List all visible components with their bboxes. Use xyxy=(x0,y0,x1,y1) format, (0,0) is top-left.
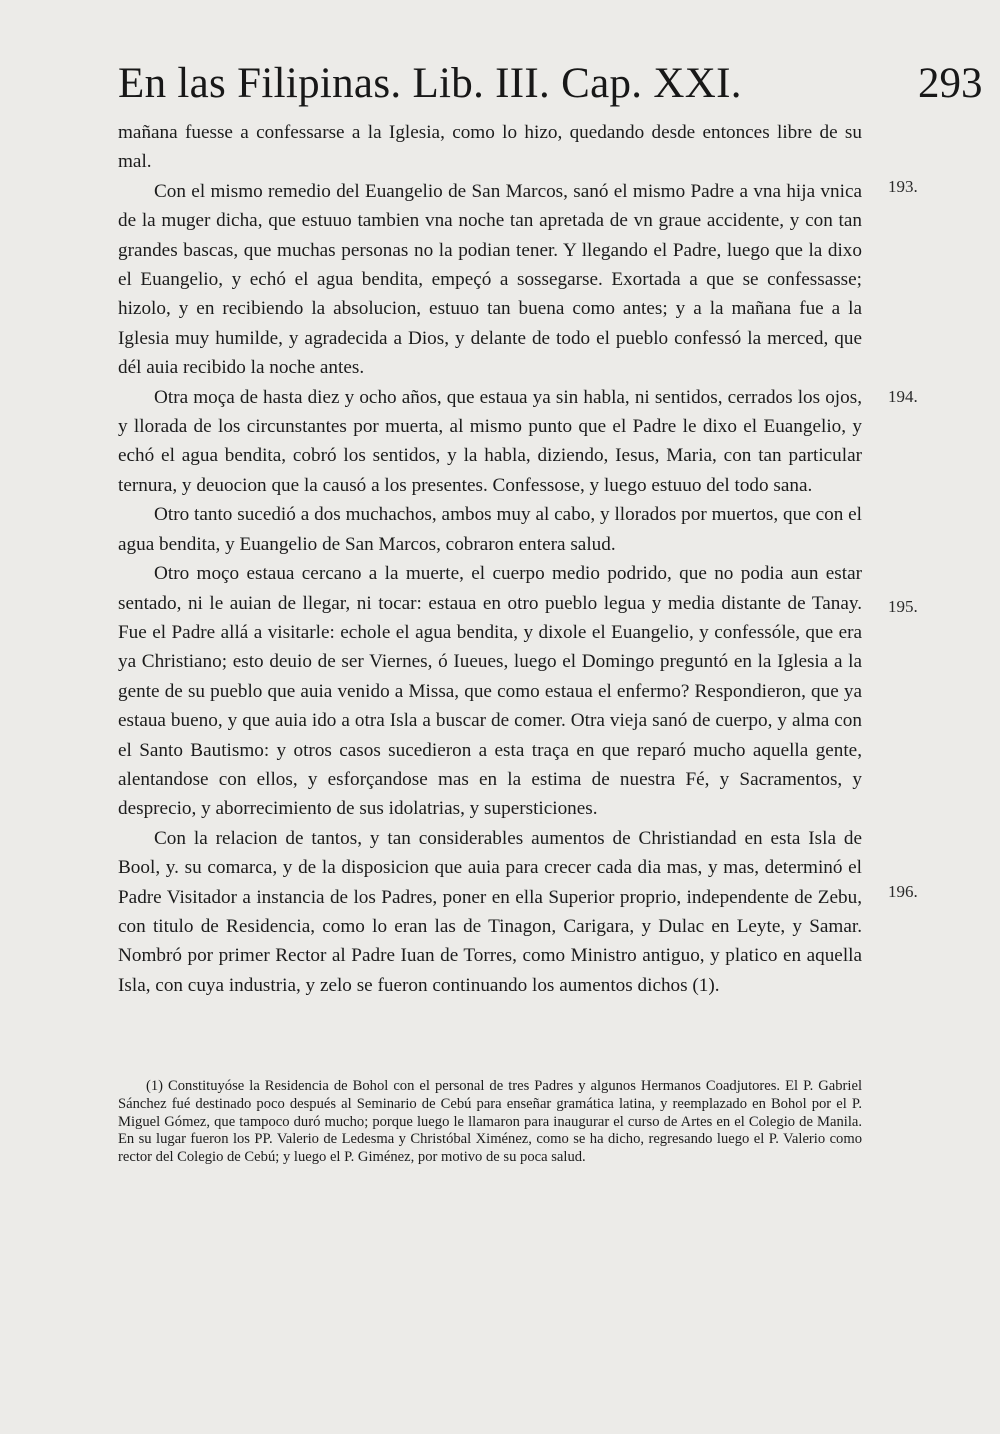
paragraph: mañana fuesse a confessarse a la Iglesia, como lo hizo, quedando desde entonces libre de su mal. xyxy=(118,122,862,173)
running-head: En las Filipinas. Lib. III. Cap. XXI. xyxy=(118,60,742,107)
marginal-number: 195. xyxy=(888,597,918,616)
paragraph: Con la relacion de tantos, y tan considerables aumentos de Christiandad en esta Isla de Bool, y. su comarca, y de la disposicion que auia para crecer cada dia mas, y mas, determinó el Padre Visitador a instancia de los Padres, poner en ella Superior proprio, independente de Zebu, con titulo de Residencia, como lo eran las de Tinagon, Carigara, y Dulac en Leyte, y Samar. Nombró por primer Rector al Padre Iuan de Torres, como Ministro antiguo, y platico en aquella Isla, con cuya industria, y zelo se fueron continuando los aumentos dichos (1). xyxy=(118,827,862,996)
paragraph: Otro moço estaua cercano a la muerte, el cuerpo medio podrido, que no podia aun estar sentado, ni le auian de llegar, ni tocar: estaua en otro pueblo legua y media distante de Tanay. Fue el Padre allá a visitarle: echole el agua bendita, y dixole el Euangelio, y confessóle, que era ya Christiano; esto deuio de ser Viernes, ó Iueues, luego el Domingo preguntó en la Iglesia a la gente de su pueblo que auia venido a Missa, que como estaua el enfermo? Respondieron, que ya estaua bueno, y que auia ido a otra Isla a buscar de comer. Otra vieja sanó de cuerpo, y alma con el Santo Bautismo: y otros casos sucedieron a esta traça en que reparó mucho aquella gente, alentandose con ellos, y esforçandose mas en la estima de nuestra Fé, y Sacramentos, y desprecio, y aborrecimiento de sus idolatrias, y supersticiones. xyxy=(118,563,862,820)
footnote: (1) Constituyóse la Residencia de Bohol con el personal de tres Padres y algunos Hermanos Coadjutores. El P. Gabriel Sánchez fué destinado poco después al Seminario de Cebú para enseñar gramática latina, y reemplazado en Bohol por el P. Miguel Gómez, que tampoco duró mucho; porque luego le llamaron para inaugurar el curso de Artes en el Colegio de Manila. En su lugar fueron los PP. Valerio de Ledesma y Christóbal Ximénez, como se ha dicho, regresando luego el P. Valerio como rector del Colegio de Cebú; y luego el P. Giménez, por motivo de su poca salud. xyxy=(118,1078,862,1166)
paragraph: Otro tanto sucedió a dos muchachos, ambos muy al cabo, y llorados por muertos, que con el agua bendita, y Euangelio de San Marcos, cobraron entera salud. xyxy=(118,504,862,555)
paragraph: Con el mismo remedio del Euangelio de San Marcos, sanó el mismo Padre a vna hija vnica de la muger dicha, que estuuo tambien vna noche tan apretada de vn graue accidente, y con tan grandes bascas, que muchas personas no la podian tener. Y llegando el Padre, luego que la dixo el Euangelio, y echó el agua bendita, empeçó a sossegarse. Exortada a que se confessasse; hizolo, y en recibiendo la absolucion, estuuo tan buena como antes; y a la mañana fue a la Iglesia muy humilde, y agradecida a Dios, y delante de todo el pueblo confessó la merced, que dél auia recibido la noche antes. xyxy=(118,180,862,379)
page-number: 293 xyxy=(918,60,983,107)
paragraph: Otra moça de hasta diez y ocho años, que estaua ya sin habla, ni sentidos, cerrados los ojos, y llorada de los circunstantes por muerta, al mismo punto que el Padre le dixo el Euangelio, y echó el agua bendita, cobró los sentidos, y la habla, diziendo, Iesus, Maria, con tan particular ternura, y deuocion que la causó a los presentes. Confessose, y luego estuuo del todo sana. xyxy=(118,386,862,496)
marginal-number: 194. xyxy=(888,387,918,406)
marginal-number: 196. xyxy=(888,882,918,901)
body-text xyxy=(118,118,862,1000)
marginal-number: 193. xyxy=(888,177,918,196)
